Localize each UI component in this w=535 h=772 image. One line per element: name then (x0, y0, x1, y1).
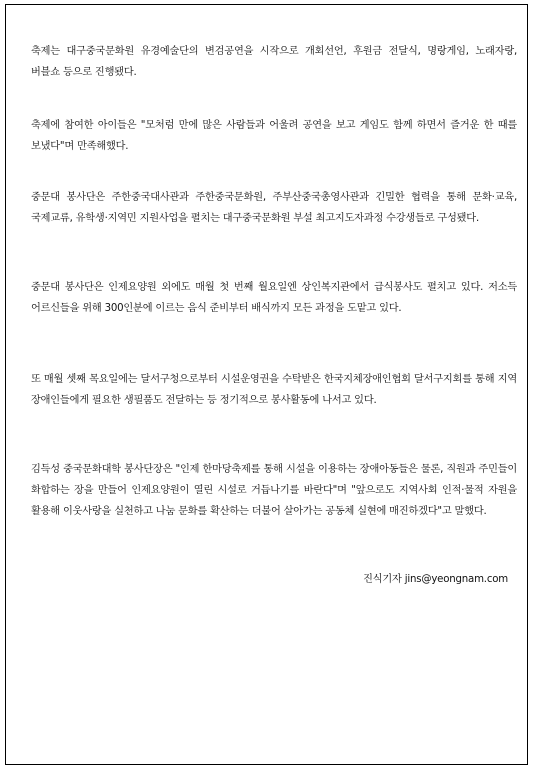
article-page (5, 4, 528, 765)
reporter-byline: 진식기자 jins@yeongnam.com (363, 574, 508, 585)
article-paragraph-3: 중문대 봉사단은 주한중국대사관과 주한중국문화원, 주부산중국총영사관과 긴밀한 협력을 통해 문화·교육, 국제교류, 유학생·지역민 지원사업을 펼치는 대구중국문화원 부설 최고지도자과정 수강생들로 구성됐다. (31, 192, 517, 224)
article-paragraph-4: 중문대 봉사단은 인제요양원 외에도 매월 첫 번째 월요일엔 상인복지관에서 급식봉사도 펼치고 있다. 저소득 어르신들을 위해 300인분에 이르는 음식 준비부터 배식까지 모든 과정을 도맡고 있다. (31, 282, 517, 314)
article-paragraph-6: 김득성 중국문화대학 봉사단장은 "인제 한마당축제를 통해 시설을 이용하는 장애아동들은 물론, 직원과 주민들이 화합하는 장을 만들어 인제요양원이 열린 시설로 거듭나기를 바란다"며 "앞으로도 지역사회 인적·물적 자원을 활용해 이웃사랑을 실천하고 나눔 문화를 확산하는 더불어 살아가는 공동체 실현에 매진하겠다"고 말했다. (31, 464, 517, 517)
article-paragraph-2: 축제에 참여한 아이들은 "모처럼 만에 많은 사람들과 어울려 공연을 보고 게임도 함께 하면서 즐거운 한 때를 보냈다"며 만족해했다. (31, 120, 517, 152)
article-paragraph-5: 또 매월 셋째 목요일에는 달서구청으로부터 시설운영권을 수탁받은 한국지체장애인협회 달서구지회를 통해 지역 장애인들에게 필요한 생필품도 전달하는 등 정기적으로 봉사활동에 나서고 있다. (31, 374, 517, 406)
article-paragraph-1: 축제는 대구중국문화원 유경예술단의 변검공연을 시작으로 개회선언, 후원금 전달식, 명랑게임, 노래자랑, 버블쇼 등으로 진행됐다. (31, 46, 517, 78)
